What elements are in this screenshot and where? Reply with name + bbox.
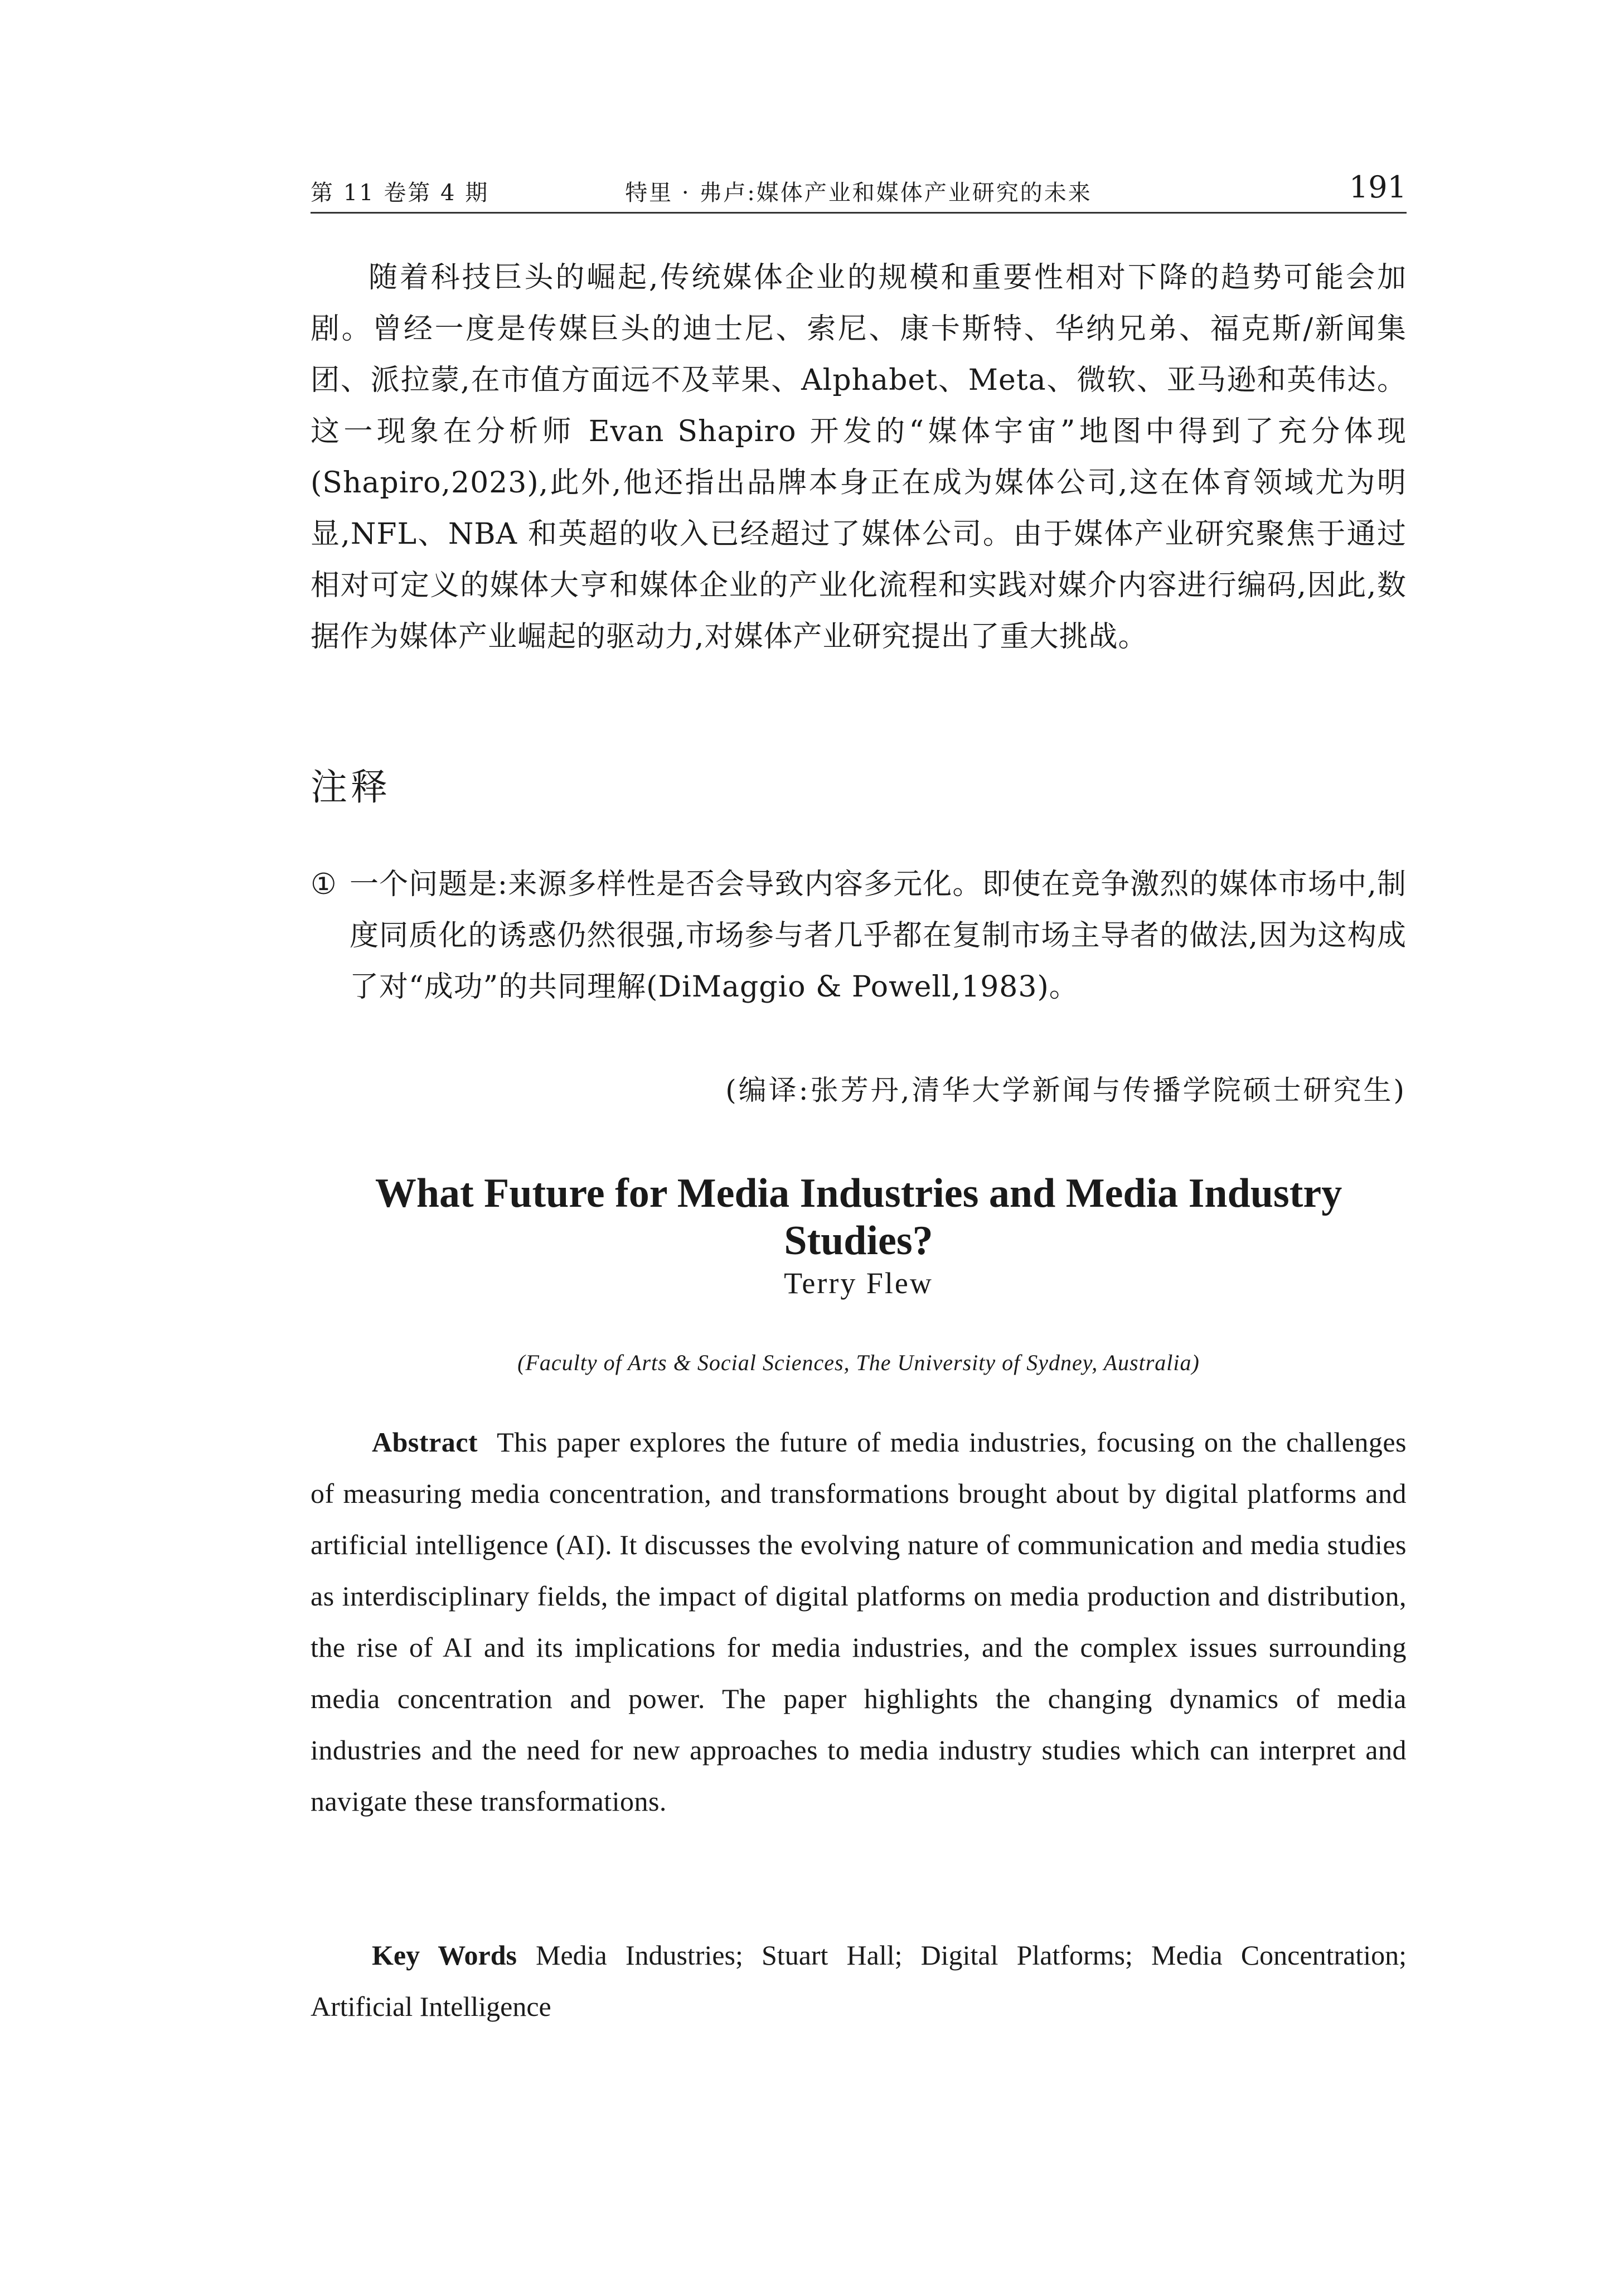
abstract-text: This paper explores the future of media industries, focusing on the challenges of measuring media concentration, and transformations brought about by digital platforms and artificial intelligence (AI). It discusses the evolving nature of communication and media studies as interdisciplinary fields, the impact of digital platforms on media production and distribution, the rise of AI and its implications for media industries, and the complex issues surrounding media concentration and power. The paper highlights the changing dynamics of media industries and the need for new approaches to media industry studies which can interpret and navigate these transformations. [311,1426,1407,1817]
english-affiliation: (Faculty of Arts & Social Sciences, The University of Sydney, Australia) [517,1350,1200,1375]
journal-volume-issue: 第 11 卷第 4 期 [311,180,489,206]
running-header [311,167,1407,214]
english-abstract [311,1416,1407,1827]
abstract-label: Abstract [372,1426,478,1458]
keywords-text: Media Industries; Stuart Hall; Digital Platforms; Media Concentration; Artificial Intelligence [311,1939,1407,2022]
footnote-item [311,859,1407,1013]
english-author: Terry Flew [784,1266,933,1300]
english-keywords [311,1929,1407,2032]
body-paragraph: 随着科技巨头的崛起,传统媒体企业的规模和重要性相对下降的趋势可能会加剧。曾经一度是传媒巨头的迪士尼、索尼、康卡斯特、华纳兄弟、福克斯/新闻集团、派拉蒙,在市值方面远不及苹果、Alphabet、Meta、微软、亚马逊和英伟达。这一现象在分析师 Evan Shapiro 开发的“媒体宇宙”地图中得到了充分体现(Shapiro,2023),此外,他还指出品牌本身正在成为媒体公司,这在体育领域尤为明显,NFL、NBA 和英超的收入已经超过了媒体公司。由于媒体产业研究聚焦于通过相对可定义的媒体大亨和媒体企业的产业化流程和实践对媒介内容进行编码,因此,数据作为媒体产业崛起的驱动力,对媒体产业研究提出了重大挑战。 [311,261,1407,654]
keywords-label: Key Words [372,1939,517,1971]
footnote-marker: ① [311,868,337,901]
english-title: What Future for Media Industries and Media Industry Studies? [375,1170,1342,1264]
running-title: 特里 · 弗卢:媒体产业和媒体产业研究的未来 [625,180,1092,206]
page-number: 191 [1349,170,1407,205]
footnote-text: 一个问题是:来源多样性是否会导致内容多元化。即使在竞争激烈的媒体市场中,制度同质化的诱惑仍然很强,市场参与者几乎都在复制市场主导者的做法,因为这构成了对“成功”的共同理解(DiMaggio & Powell,1983)。 [350,868,1407,1004]
notes-heading: 注释 [311,766,391,809]
translator-note: (编译:张芳丹,清华大学新闻与传播学院硕士研究生) [725,1074,1407,1106]
